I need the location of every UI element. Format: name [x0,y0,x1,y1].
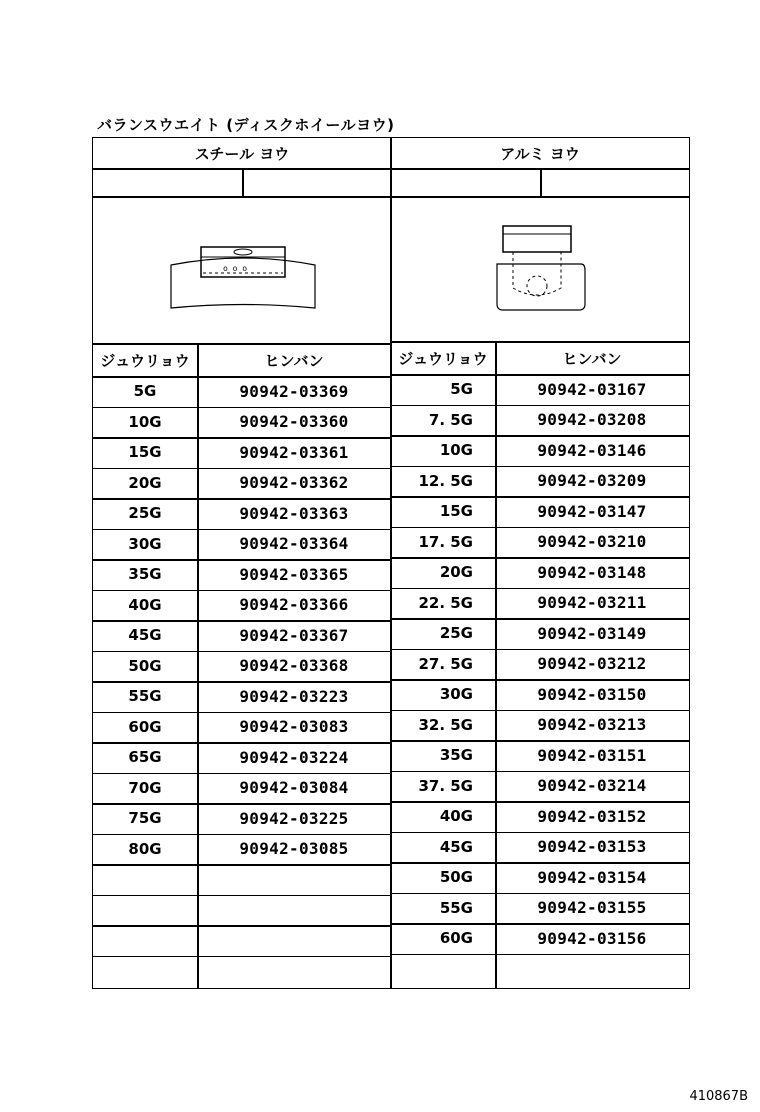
steel-weight-cell: 10G [128,412,162,431]
alumi-weight-cell: 50G [439,868,473,887]
alumi-part-number-cell: 90942-03149 [537,623,647,643]
alumi-weight-diagram [491,218,591,318]
alumi-part-column-header: ヒンバン [562,349,622,368]
alumi-weight-cell: 25G [439,624,473,643]
grid-line [93,407,391,409]
alumi-weight-column-header: ジュウリョウ [398,349,488,368]
grid-line [93,559,391,561]
grid-line [391,618,689,620]
grid-line [93,834,391,836]
alumi-weight-cell: 40G [439,807,473,826]
steel-part-number-cell: 90942-03224 [239,747,349,767]
alumi-weight-cell: 22. 5G [418,593,473,612]
alumi-part-number-cell: 90942-03146 [537,440,647,460]
alumi-part-number-cell: 90942-03167 [537,379,647,399]
steel-part-number-cell: 90942-03369 [239,381,349,401]
steel-weight-cell: 25G [128,504,162,523]
grid-line [391,435,689,437]
alumi-part-number-cell: 90942-03156 [537,928,647,948]
grid-line [242,168,244,196]
steel-part-number-cell: 90942-03225 [239,808,349,828]
steel-weight-cell: 55G [128,687,162,706]
grid-line [390,138,392,988]
grid-line [391,527,689,529]
alumi-part-number-cell: 90942-03214 [537,776,647,796]
alumi-part-number-cell: 90942-03152 [537,806,647,826]
document-title: バランスウエイト (ディスクホイールヨウ) [97,116,395,134]
grid-line [93,376,391,378]
steel-weight-cell: 15G [128,443,162,462]
steel-weight-cell: 80G [128,839,162,858]
steel-weight-cell: 20G [128,473,162,492]
alumi-weight-cell: 27. 5G [418,654,473,673]
steel-part-number-cell: 90942-03083 [239,717,349,737]
steel-part-number-cell: 90942-03361 [239,442,349,462]
grid-line [93,803,391,805]
grid-line [391,710,689,712]
steel-weight-cell: 50G [128,656,162,675]
steel-part-number-cell: 90942-03368 [239,656,349,676]
alumi-weight-cell: 7. 5G [428,410,473,429]
steel-part-number-cell: 90942-03362 [239,473,349,493]
steel-weight-cell: 75G [128,809,162,828]
steel-part-number-cell: 90942-03366 [239,595,349,615]
alumi-part-number-cell: 90942-03148 [537,562,647,582]
steel-weight-cell: 5G [133,382,157,401]
balance-weight-table [92,137,690,989]
grid-line [93,590,391,592]
grid-line [391,923,689,925]
grid-line [495,341,497,988]
alumi-part-number-cell: 90942-03154 [537,867,647,887]
alumi-part-number-cell: 90942-03150 [537,684,647,704]
steel-part-column-header: ヒンバン [264,351,324,370]
grid-line [391,405,689,407]
grid-line [93,773,391,775]
alumi-weight-cell: 60G [439,929,473,948]
grid-line [93,620,391,622]
steel-part-number-cell: 90942-03365 [239,564,349,584]
alumi-weight-cell: 20G [439,563,473,582]
alumi-weight-cell: 15G [439,502,473,521]
grid-line [93,498,391,500]
grid-line [93,681,391,683]
alumi-part-number-cell: 90942-03213 [537,715,647,735]
alumi-part-number-cell: 90942-03153 [537,837,647,857]
grid-line [197,343,199,988]
grid-line [93,742,391,744]
grid-line [391,649,689,651]
grid-line [93,712,391,714]
steel-part-number-cell: 90942-03223 [239,686,349,706]
grid-line [391,679,689,681]
alumi-part-number-cell: 90942-03209 [537,471,647,491]
grid-line [391,496,689,498]
steel-weight-column-header: ジュウリョウ [100,351,190,370]
grid-line [391,740,689,742]
grid-line [93,956,391,958]
grid-line [391,341,689,343]
grid-line [93,925,391,927]
steel-part-number-cell: 90942-03364 [239,534,349,554]
grid-line [93,895,391,897]
grid-line [391,374,689,376]
steel-weight-diagram [163,233,323,313]
alumi-part-number-cell: 90942-03208 [537,410,647,430]
steel-weight-cell: 30G [128,534,162,553]
grid-line [391,893,689,895]
alumi-part-number-cell: 90942-03212 [537,654,647,674]
alumi-weight-cell: 35G [439,746,473,765]
steel-weight-cell: 35G [128,565,162,584]
steel-weight-cell: 45G [128,626,162,645]
grid-line [93,651,391,653]
grid-line [391,771,689,773]
steel-part-number-cell: 90942-03084 [239,778,349,798]
alumi-weight-cell: 5G [450,380,473,399]
steel-weight-cell: 40G [128,595,162,614]
alumi-weight-cell: 17. 5G [418,532,473,551]
steel-part-number-cell: 90942-03367 [239,625,349,645]
alumi-weight-cell: 10G [439,441,473,460]
steel-weight-cell: 60G [128,717,162,736]
alumi-weight-cell: 30G [439,685,473,704]
alumi-weight-cell: 12. 5G [418,471,473,490]
grid-line [93,468,391,470]
grid-line [93,343,391,345]
grid-line [391,832,689,834]
alumi-part-number-cell: 90942-03210 [537,532,647,552]
alumi-part-number-cell: 90942-03155 [537,898,647,918]
grid-line [540,168,542,196]
grid-line [93,529,391,531]
grid-line [391,588,689,590]
alumi-weight-cell: 32. 5G [418,715,473,734]
steel-weight-cell: 70G [128,778,162,797]
alumi-weight-cell: 55G [439,898,473,917]
steel-part-number-cell: 90942-03360 [239,412,349,432]
grid-line [391,466,689,468]
alumi-weight-cell: 45G [439,837,473,856]
drawing-code: 410867B [689,1089,748,1104]
alumi-part-number-cell: 90942-03211 [537,593,647,613]
grid-line [391,557,689,559]
grid-line [93,864,391,866]
alumi-weight-cell: 37. 5G [418,776,473,795]
grid-line [391,954,689,956]
alumi-section-header: アルミ ヨウ [500,145,580,163]
steel-part-number-cell: 90942-03363 [239,503,349,523]
steel-weight-cell: 65G [128,748,162,767]
alumi-part-number-cell: 90942-03147 [537,501,647,521]
steel-section-header: スチール ヨウ [194,145,290,163]
svg-text:o o o: o o o [223,264,248,273]
grid-line [93,437,391,439]
grid-line [391,862,689,864]
grid-line [391,801,689,803]
alumi-part-number-cell: 90942-03151 [537,745,647,765]
steel-part-number-cell: 90942-03085 [239,839,349,859]
